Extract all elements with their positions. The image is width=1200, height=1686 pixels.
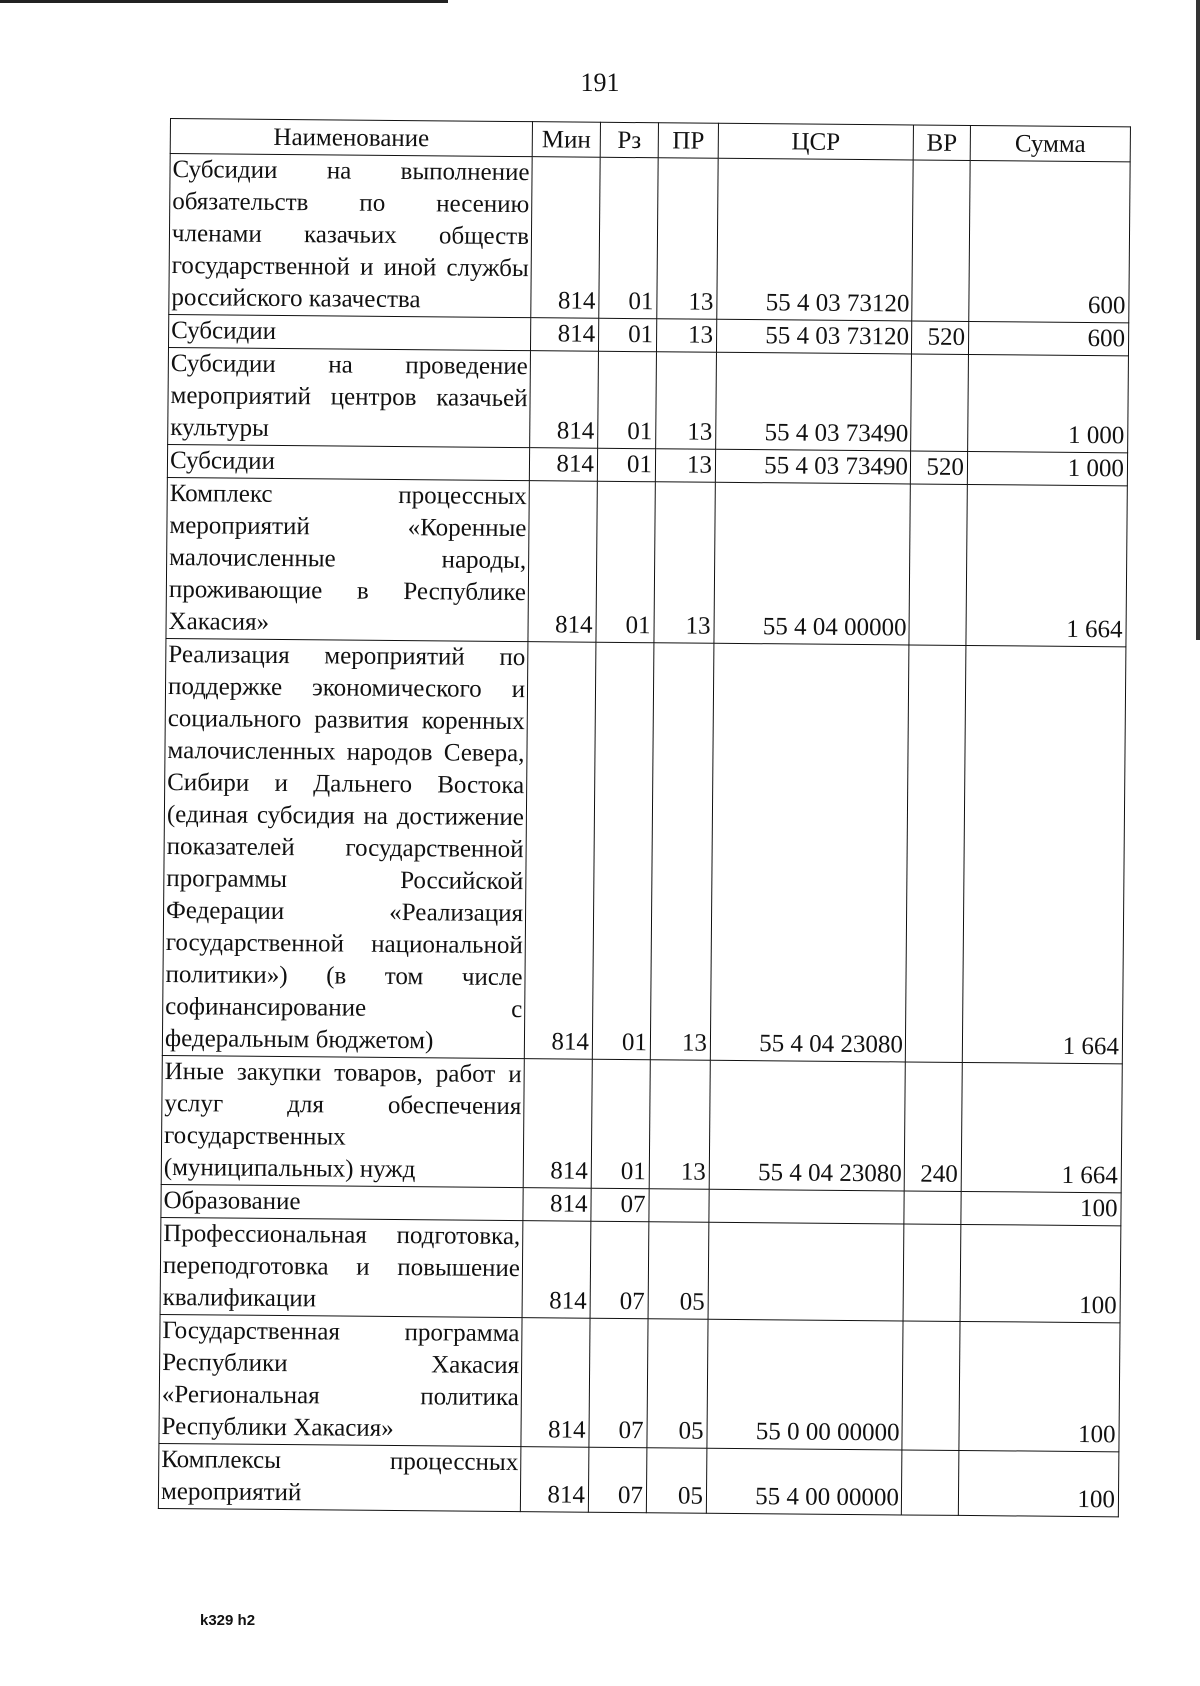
row-vr [912,160,970,321]
row-sum: 100 [960,1224,1121,1322]
row-sum: 1 000 [967,451,1127,485]
row-vr: 240 [904,1062,962,1191]
row-min: 814 [523,1059,592,1189]
row-rz: 01 [598,318,656,352]
row-rz: 07 [590,1221,649,1319]
row-pr: 13 [655,449,715,483]
header-rz: Рз [600,122,658,158]
row-min: 814 [523,1188,591,1222]
row-vr [911,354,969,451]
row-vr [903,1224,961,1321]
row-csr [709,1189,904,1224]
budget-table-wrapper [158,118,1130,1517]
row-min: 814 [521,1318,590,1448]
row-name: Образование [161,1184,523,1220]
row-rz: 01 [591,1059,650,1189]
footer-code: k329 h2 [200,1612,256,1629]
row-min: 814 [528,481,597,643]
row-min: 814 [530,351,599,449]
page-number: 191 [580,68,620,97]
row-vr [904,1191,961,1224]
row-pr: 13 [656,352,717,450]
row-sum: 600 [969,160,1130,322]
row-sum: 600 [968,321,1128,355]
row-csr: 55 4 04 23080 [710,643,909,1062]
row-name: Субсидии на выполнение обязательств по несению членами казачьих обществ государственной и иной службы российского казачества [169,154,532,318]
scan-edge-right [1196,0,1200,640]
row-rz: 01 [598,351,657,449]
row-rz: 01 [597,448,655,482]
table-row [160,1217,1121,1322]
row-csr: 55 4 04 00000 [714,482,910,645]
row-pr: 13 [654,482,715,644]
row-name: Иные закупки товаров, работ и услуг для обеспечения государственных (муниципальных) нужд [161,1055,524,1187]
row-min: 814 [530,318,598,352]
row-vr [901,1450,959,1515]
header-min: Мин [532,122,600,158]
row-pr: 05 [646,1448,707,1514]
row-name: Субсидии [168,314,530,350]
row-csr: 55 0 00 00000 [707,1319,903,1450]
row-rz: 01 [596,481,655,643]
row-pr: 05 [648,1222,709,1320]
table-row [162,638,1126,1063]
row-vr [909,484,967,645]
row-name: Профессиональная подготовка, переподготовка и повышение квалификации [160,1217,523,1317]
header-csr: ЦСР [718,123,913,160]
row-name: Комплексы процессных мероприятий [158,1443,521,1511]
row-min: 814 [520,1447,589,1513]
row-rz: 07 [588,1447,647,1513]
row-sum: 100 [961,1191,1121,1225]
table-row [158,1443,1119,1516]
row-min: 814 [524,642,596,1060]
row-name: Субсидии на проведение мероприятий центров казачьей культуры [168,347,531,447]
row-rz: 07 [589,1318,648,1448]
header-vr: ВР [913,125,970,160]
row-csr: 55 4 03 73120 [716,319,911,354]
row-sum: 1 664 [962,645,1126,1063]
row-pr [649,1189,709,1223]
row-sum: 100 [958,1450,1119,1516]
table-row [161,1055,1122,1192]
row-pr: 13 [657,158,718,320]
row-csr: 55 4 04 23080 [709,1060,905,1191]
scan-edge-top [0,0,448,3]
row-sum: 1 664 [961,1062,1122,1192]
row-name: Субсидии [167,444,529,480]
table-row [169,154,1130,323]
row-pr: 13 [650,643,714,1061]
row-vr [905,645,966,1062]
row-csr: 55 4 00 00000 [706,1448,902,1515]
row-csr: 55 4 03 73490 [715,449,910,484]
row-csr: 55 4 03 73120 [717,158,913,321]
row-vr [902,1321,960,1450]
row-rz: 07 [591,1188,649,1222]
row-min: 814 [529,448,597,482]
row-min: 814 [522,1221,591,1319]
row-pr: 05 [647,1319,708,1449]
row-pr: 13 [649,1060,710,1190]
header-name: Наименование [170,119,532,157]
row-sum: 1 664 [966,484,1127,646]
header-sum: Сумма [970,125,1130,161]
table-row [168,347,1129,452]
row-csr: 55 4 03 73490 [716,352,912,451]
row-name: Государственная программа Республики Хакасия «Региональная политика Республики Хакасия» [159,1314,522,1446]
row-vr: 520 [911,321,968,354]
table-row [159,1314,1120,1451]
row-name: Комплекс процессных мероприятий «Коренные малочисленные народы, проживающие в Республике Хакасия» [166,477,529,641]
row-min: 814 [531,157,600,319]
row-name: Реализация мероприятий по поддержке экономического и социального развития коренных малочисленных народов Севера, Сибири и Дальнего Востока (единая субсидия на достижение показателей государственной программы Российской Федерации «Реализация государственной национальной политики») (в том числе софинансирование с федеральным бюджетом) [162,638,528,1058]
row-vr: 520 [910,451,967,484]
row-sum: 100 [959,1321,1120,1451]
row-sum: 1 000 [968,354,1129,452]
header-pr: ПР [658,123,718,159]
row-pr: 13 [656,319,716,353]
table-row [166,477,1127,646]
budget-table [158,118,1131,1517]
row-rz: 01 [592,642,654,1059]
row-csr [708,1222,904,1321]
row-rz: 01 [599,157,658,319]
